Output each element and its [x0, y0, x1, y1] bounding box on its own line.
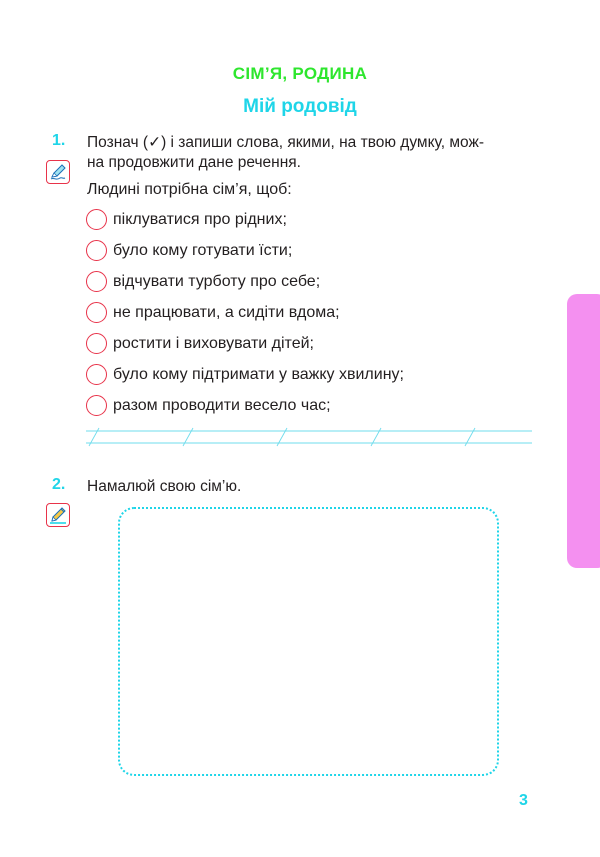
task-2-number: 2.	[52, 476, 66, 493]
task-1-instruction: Познач (✓) і запиши слова, якими, на твою думку, мож- на продовжити дане речення.	[87, 134, 484, 171]
option-label: піклуватися про рідних;	[113, 210, 287, 228]
option-checkbox[interactable]	[86, 333, 107, 354]
page-subtitle: Мій родовід	[243, 96, 357, 117]
option-item	[86, 359, 404, 390]
option-checkbox[interactable]	[86, 271, 107, 292]
option-item	[86, 235, 404, 266]
option-label: не працювати, а сидіти вдома;	[113, 303, 340, 321]
option-checkbox[interactable]	[86, 395, 107, 416]
task-1-options	[86, 204, 404, 421]
option-label: ростити і виховувати дітей;	[113, 334, 314, 352]
option-checkbox[interactable]	[86, 364, 107, 385]
option-label: відчувати турботу про себе;	[113, 272, 321, 290]
option-item	[86, 266, 404, 297]
page-number: 3	[519, 792, 528, 809]
option-item	[86, 390, 404, 421]
pen-writing-icon	[46, 160, 70, 184]
option-label: було кому готувати їсти;	[113, 241, 293, 259]
option-item	[86, 204, 404, 235]
page-title: СІМ’Я, РОДИНА	[232, 64, 368, 83]
side-tab	[567, 294, 600, 568]
task-1-number: 1.	[52, 132, 66, 149]
option-checkbox[interactable]	[86, 209, 107, 230]
writing-lines[interactable]	[86, 427, 532, 447]
task-1-lead: Людині потрібна сім’я, щоб:	[87, 181, 292, 198]
task-2-instruction: Намалюй свою сім’ю.	[87, 478, 242, 495]
option-label: було кому підтримати у важку хвилину;	[113, 365, 404, 383]
option-item	[86, 297, 404, 328]
drawing-area[interactable]	[118, 507, 499, 776]
pencil-drawing-icon	[46, 503, 70, 527]
option-label: разом проводити весело час;	[113, 396, 331, 414]
option-checkbox[interactable]	[86, 240, 107, 261]
option-checkbox[interactable]	[86, 302, 107, 323]
option-item	[86, 328, 404, 359]
